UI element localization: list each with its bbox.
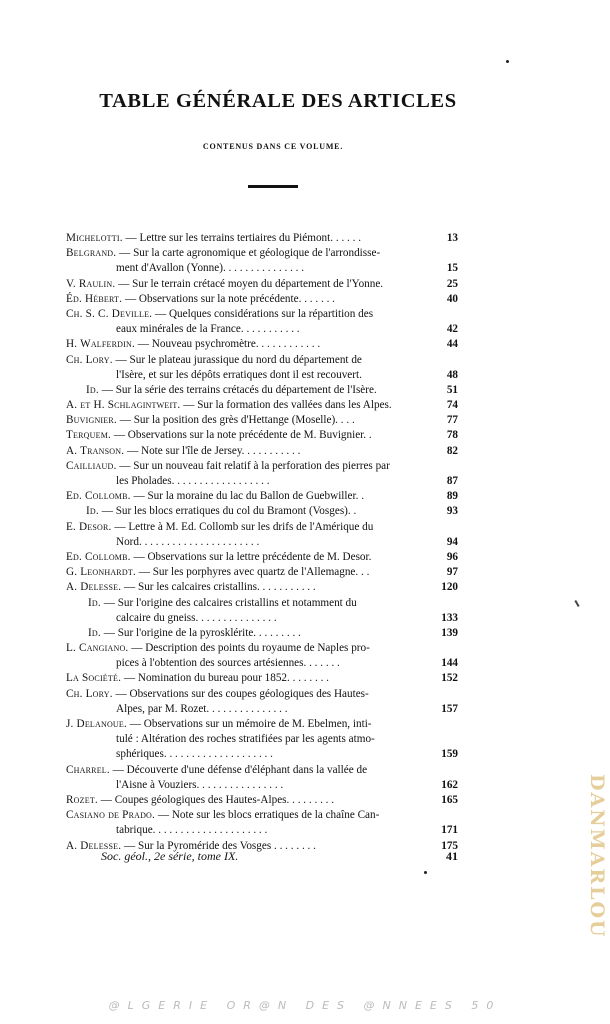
- toc-entry: [66, 504, 458, 519]
- page-number: 94: [446, 535, 458, 548]
- toc-line: [66, 626, 458, 641]
- toc-entry: [66, 550, 458, 565]
- article-title: — Nomination du bureau pour 1852. . . . . . . .: [121, 672, 329, 685]
- article-title: — Sur les porphyres avec quartz de l'Allemagne. . .: [135, 566, 370, 579]
- article-title: calcaire du gneiss. . . . . . . . . . . . . . .: [116, 611, 277, 624]
- author-name: Casiano de Prado.: [66, 809, 156, 822]
- toc-text: [66, 383, 458, 398]
- toc-text: [66, 747, 458, 762]
- page-number: 159: [441, 748, 458, 761]
- article-title: — Description des points du royaume de Naples pro-: [128, 642, 370, 655]
- toc-line: [66, 520, 458, 535]
- toc-entry: [66, 687, 458, 717]
- toc-line: [66, 504, 458, 519]
- author-name: Éd. Hébert.: [66, 292, 123, 305]
- page-number: 144: [441, 657, 458, 670]
- page-number: 74: [446, 399, 458, 412]
- toc-text: [66, 671, 458, 686]
- article-title: l'Aisne à Vouziers. . . . . . . . . . . . . . . .: [116, 778, 284, 791]
- toc-text: [66, 504, 458, 519]
- toc-text: [66, 307, 458, 322]
- toc-text: [66, 277, 458, 292]
- toc-line: [66, 596, 458, 611]
- author-name: H. Walferdin.: [66, 338, 135, 351]
- article-title: les Pholades. . . . . . . . . . . . . . . . . .: [116, 475, 270, 487]
- toc-text: [66, 428, 458, 443]
- toc-line: [66, 383, 458, 398]
- article-title: — Observations sur la lettre précédente de M. Desor.: [130, 550, 372, 563]
- page-number: 13: [446, 232, 458, 244]
- toc-text: [66, 732, 458, 747]
- page-number: 42: [446, 323, 458, 336]
- toc-line: [66, 474, 458, 489]
- article-title: — Note sur l'île de Jersey. . . . . . . . . . .: [124, 444, 301, 457]
- article-title: — Sur les calcaires cristallins. . . . . . . . . . .: [121, 581, 316, 594]
- toc-line: [66, 368, 458, 383]
- article-title: — Sur la moraine du lac du Ballon de Guebwiller. .: [130, 490, 364, 503]
- toc-line: [66, 793, 458, 808]
- toc-entry: [66, 626, 458, 641]
- page-number: 162: [441, 778, 458, 791]
- author-name: J. Delanoue.: [66, 718, 127, 730]
- toc-line: [66, 763, 458, 778]
- toc-text: [66, 261, 458, 276]
- toc-line: [66, 337, 458, 352]
- title-divider: [248, 185, 298, 188]
- toc-line: [66, 231, 458, 246]
- author-name: Buvignier.: [66, 414, 117, 427]
- author-name: A. Delesse.: [66, 839, 122, 852]
- toc-entry: [66, 459, 458, 489]
- article-title: tabrique. . . . . . . . . . . . . . . . . . . . .: [116, 824, 268, 837]
- author-name: Terquem.: [66, 429, 112, 442]
- author-name: Charrel.: [66, 763, 110, 776]
- toc-line: [66, 307, 458, 322]
- ink-speck: [424, 871, 427, 874]
- article-title: ment d'Avallon (Yonne). . . . . . . . . . . . . . .: [116, 262, 305, 275]
- author-name: Ch. S. C. Deville.: [66, 307, 153, 320]
- article-title: tulé : Altération des roches stratifiées par les agents atmo-: [116, 733, 375, 746]
- toc-line: [66, 398, 458, 413]
- toc-entry: [66, 307, 458, 337]
- toc-entry: [66, 444, 458, 459]
- toc-line: [66, 565, 458, 580]
- article-title: — Observations sur la note précédente de M. Buvignier. .: [111, 429, 372, 442]
- toc-entry: [66, 489, 458, 504]
- toc-line: [66, 459, 458, 474]
- author-name: Ch. Lory.: [66, 687, 113, 700]
- toc-text: [66, 793, 458, 808]
- article-title: Nord. . . . . . . . . . . . . . . . . . . . . .: [116, 535, 260, 548]
- article-title: sphériques. . . . . . . . . . . . . . . . . . . .: [116, 748, 273, 761]
- author-name: Michelotti.: [66, 232, 123, 244]
- toc-text: [66, 489, 458, 504]
- article-title: — Observations sur un mémoire de M. Ebelmen, inti-: [127, 718, 372, 730]
- article-title: — Sur la série des terrains crétacés du département de l'Isère.: [98, 383, 377, 396]
- toc-entry: [66, 246, 458, 276]
- author-name: Id.: [86, 505, 99, 518]
- toc-text: [66, 596, 458, 611]
- page-number: 48: [446, 368, 458, 381]
- page-number: 40: [446, 292, 458, 305]
- author-name: Rozet.: [66, 793, 98, 806]
- page-number: 15: [446, 262, 458, 275]
- article-title: — Coupes géologiques des Hautes-Alpes. . . . . . . . .: [97, 793, 335, 806]
- article-title: — Nouveau psychromètre. . . . . . . . . . . .: [134, 338, 321, 351]
- article-title: — Lettre à M. Ed. Collomb sur les drifs de l'Amérique du: [111, 520, 374, 533]
- toc-entry: [66, 565, 458, 580]
- toc-text: [66, 808, 458, 823]
- toc-line: [66, 747, 458, 762]
- article-title: — Note sur les blocs erratiques de la chaîne Can-: [155, 809, 380, 822]
- author-name: A. Delesse.: [66, 581, 122, 594]
- article-title: — Sur la Pyroméride des Vosges . . . . . . . .: [121, 839, 316, 852]
- toc-text: [66, 246, 458, 261]
- page-number: 133: [441, 611, 458, 624]
- toc-line: [66, 550, 458, 565]
- article-title: — Sur l'origine des calcaires cristallins et notamment du: [100, 596, 357, 609]
- toc-line: [66, 611, 458, 626]
- bottom-watermark: @LGERIE OR@N DES @NNEES 50: [108, 999, 502, 1012]
- ink-speck: [506, 60, 509, 63]
- page-number: 175: [441, 839, 458, 852]
- page-number: 25: [446, 277, 458, 290]
- author-name: Cailliaud.: [66, 459, 117, 472]
- toc-line: [66, 246, 458, 261]
- toc-text: [66, 550, 458, 565]
- article-title: — Sur la carte agronomique et géologique de l'arrondisse-: [116, 247, 381, 260]
- author-name: Id.: [88, 626, 101, 639]
- toc-line: [66, 656, 458, 671]
- author-name: L. Cangiano.: [66, 642, 129, 655]
- toc-text: [66, 322, 458, 337]
- article-title: — Quelques considérations sur la répartition des: [152, 307, 374, 320]
- author-name: Ed. Collomb.: [66, 490, 131, 503]
- page-number: 171: [441, 824, 458, 837]
- footer-signature: Soc. géol., 2e série, tome IX.: [101, 849, 239, 863]
- toc-entry: [66, 671, 458, 686]
- toc-entry: [66, 292, 458, 307]
- toc-text: [66, 535, 458, 550]
- article-title: — Sur le terrain crétacé moyen du département de l'Yonne.: [115, 277, 384, 290]
- toc-entry: [66, 596, 458, 626]
- toc-text: [66, 231, 458, 246]
- page-number: 152: [441, 672, 458, 685]
- toc-line: [66, 277, 458, 292]
- author-name: G. Leonhardt.: [66, 566, 136, 579]
- toc-line: [66, 778, 458, 793]
- toc-line: [66, 808, 458, 823]
- toc-entry: [66, 398, 458, 413]
- page-number: 157: [441, 702, 458, 715]
- toc-line: [66, 261, 458, 276]
- toc-entry: [66, 337, 458, 352]
- toc-line: [66, 322, 458, 337]
- author-name: Belgrand.: [66, 247, 117, 260]
- toc-text: [66, 337, 458, 352]
- article-title: eaux minérales de la France. . . . . . . . . . .: [116, 323, 300, 336]
- article-title: — Sur les blocs erratiques du col du Bramont (Vosges). .: [98, 505, 357, 518]
- page-number: 77: [446, 414, 458, 427]
- toc-text: [66, 353, 458, 368]
- article-title: — Lettre sur les terrains tertiaires du Piémont. . . . . .: [122, 232, 362, 244]
- toc-entry: [66, 277, 458, 292]
- toc-entry: [66, 428, 458, 443]
- page-number: 165: [441, 793, 458, 806]
- toc-line: [66, 671, 458, 686]
- page-number: 82: [446, 444, 458, 457]
- author-name: Ch. Lory.: [66, 353, 113, 366]
- toc-text: [66, 626, 458, 641]
- toc-line: [66, 641, 458, 656]
- page-number: 139: [441, 626, 458, 639]
- toc-entry: [66, 353, 458, 383]
- author-name: La Société.: [66, 672, 122, 685]
- page-footer: [66, 849, 458, 865]
- ink-speck: [574, 600, 579, 607]
- toc-entry: [66, 231, 458, 246]
- toc-text: [66, 641, 458, 656]
- page-number: 93: [446, 505, 458, 518]
- toc-entry: [66, 641, 458, 671]
- toc-text: [66, 474, 458, 489]
- toc-line: [66, 428, 458, 443]
- page-number: 78: [446, 429, 458, 442]
- toc-entry: [66, 763, 458, 793]
- page-number: 87: [446, 475, 458, 487]
- article-title: — Observations sur la note précédente. . . . . . .: [122, 292, 335, 305]
- page-number: 89: [446, 490, 458, 503]
- toc-text: [66, 459, 458, 474]
- toc-line: [66, 353, 458, 368]
- toc-entry: [66, 520, 458, 550]
- page-number: 51: [446, 383, 458, 396]
- article-title: l'Isère, et sur les dépôts erratiques dont il est recouvert.: [116, 368, 362, 381]
- toc-text: [66, 565, 458, 580]
- toc-text: [66, 398, 458, 413]
- page-number: 120: [441, 581, 458, 594]
- toc-line: [66, 580, 458, 595]
- toc-text: [66, 520, 458, 535]
- article-title: — Sur l'origine de la pyrosklérite. . . . . . . . .: [100, 626, 301, 639]
- toc-text: [66, 823, 458, 838]
- toc-entry: [66, 808, 458, 838]
- toc-text: [66, 717, 458, 732]
- toc-line: [66, 292, 458, 307]
- author-name: A. et H. Schlagintweit.: [66, 399, 181, 412]
- article-title: — Sur la formation des vallées dans les Alpes.: [180, 399, 392, 412]
- toc-entry: [66, 383, 458, 398]
- toc-line: [66, 535, 458, 550]
- toc-text: [66, 702, 458, 717]
- toc-text: [66, 763, 458, 778]
- page-number: 97: [446, 566, 458, 579]
- page-number: 96: [446, 550, 458, 563]
- toc-text: [66, 413, 458, 428]
- page-subtitle: CONTENUS DANS CE VOLUME.: [202, 142, 344, 151]
- toc-text: [66, 292, 458, 307]
- page-number: 44: [446, 338, 458, 351]
- toc-line: [66, 702, 458, 717]
- article-title: — Sur le plateau jurassique du nord du département de: [112, 353, 362, 366]
- article-title: Alpes, par M. Rozet. . . . . . . . . . . . . . .: [116, 702, 288, 715]
- toc-text: [66, 687, 458, 702]
- toc-line: [66, 687, 458, 702]
- article-title: pices à l'obtention des sources artésiennes. . . . . . .: [116, 657, 340, 670]
- sheet-number: 41: [446, 849, 458, 863]
- toc-line: [66, 717, 458, 732]
- author-name: Id.: [86, 383, 99, 396]
- article-title: — Découverte d'une défense d'éléphant dans la vallée de: [109, 763, 368, 776]
- toc-text: [66, 611, 458, 626]
- toc-entry: [66, 413, 458, 428]
- author-name: E. Desor.: [66, 520, 112, 533]
- toc-text: [66, 368, 458, 383]
- toc-text: [66, 444, 458, 459]
- toc-text: [66, 778, 458, 793]
- author-name: Ed. Collomb.: [66, 550, 131, 563]
- article-title: — Sur un nouveau fait relatif à la perforation des pierres par: [116, 459, 390, 472]
- toc-text: [66, 580, 458, 595]
- toc-text: [66, 656, 458, 671]
- toc-entry: [66, 793, 458, 808]
- toc-line: [66, 444, 458, 459]
- toc-line: [66, 732, 458, 747]
- article-title: — Observations sur des coupes géologiques des Hautes-: [112, 687, 369, 700]
- toc-line: [66, 489, 458, 504]
- toc-line: [66, 823, 458, 838]
- table-of-contents: [66, 231, 458, 854]
- author-name: Id.: [88, 596, 101, 609]
- toc-line: [66, 413, 458, 428]
- author-name: V. Raulin.: [66, 277, 116, 290]
- toc-entry: [66, 580, 458, 595]
- side-watermark: DANMARLOU: [586, 774, 608, 939]
- page-title: TABLE GÉNÉRALE DES ARTICLES: [99, 90, 457, 112]
- toc-entry: [66, 717, 458, 763]
- article-title: — Sur la position des grès d'Hettange (Moselle). . . .: [116, 414, 355, 427]
- author-name: A. Transon.: [66, 444, 125, 457]
